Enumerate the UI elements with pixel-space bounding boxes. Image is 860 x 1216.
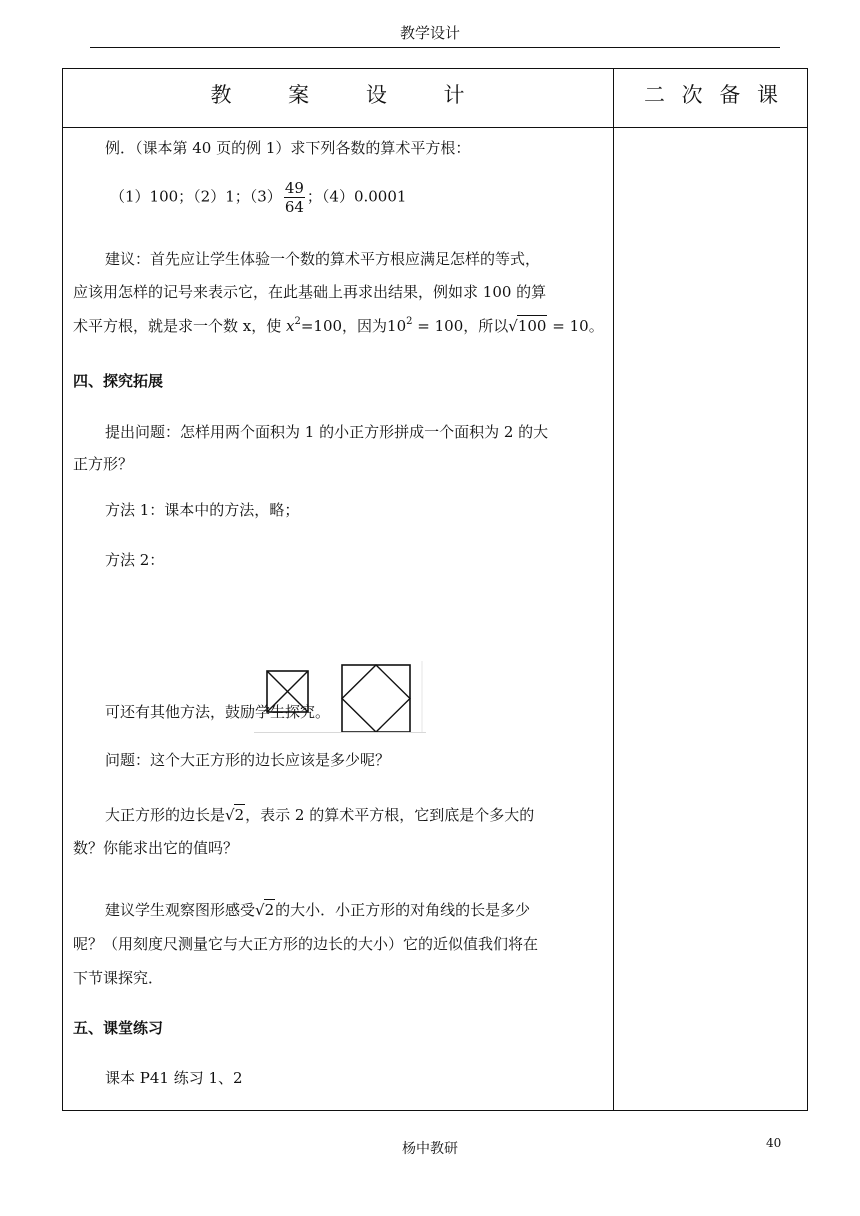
suggestion-line-2: 应该用怎样的记号来表示它，在此基础上再求出结果，例如求 100 的算 — [73, 283, 547, 301]
observe-line-1: 建议学生观察图形感受√2的大小．小正方形的对角线的长是多少 — [105, 901, 531, 919]
section-4-title: 四、探究拓展 — [73, 372, 164, 390]
column-title-second-prep: 二 次 备 课 — [643, 83, 779, 107]
example-items: （1）100；（2）1；（3） $\frac{49}{64}$ ；（4）0.0001 — [110, 179, 407, 216]
method-1: 方法 1：课本中的方法，略； — [105, 501, 300, 519]
observe-line-3: 下节课探究． — [73, 969, 164, 987]
suggestion-line-1: 建议：首先应让学生体验一个数的算术平方根应满足怎样的等式， — [105, 250, 541, 268]
column-title-lesson-design: 教 案 设 计 — [210, 83, 466, 107]
lesson-plan-table — [62, 68, 808, 1111]
side-length-line-1: 大正方形的边长是√2，表示 2 的算术平方根，它到底是个多大的 — [105, 806, 535, 824]
page-number: 40 — [766, 1136, 782, 1150]
fraction-49-64: $\frac{49}{64}$ — [284, 179, 304, 216]
question-line-2: 正方形？ — [73, 455, 134, 473]
sqrt-100: √100 — [508, 317, 547, 335]
footer-text: 杨中教研 — [402, 1141, 458, 1157]
problem: 问题：这个大正方形的边长应该是多少呢？ — [105, 751, 391, 769]
sqrt-2: √2 — [225, 806, 245, 824]
sqrt-2: √2 — [255, 901, 275, 919]
suggestion-line-3: 术平方根，就是求一个数 x，使 $x^2=100$，因为$10^2 = 100$，所以√100 = 10。 — [73, 316, 604, 335]
math-10-squared: $10^2 = 100$ — [387, 316, 464, 335]
side-length-line-2: 数？你能求出它的值吗？ — [73, 839, 239, 857]
large-square — [342, 665, 410, 732]
section-5-title: 五、课堂练习 — [73, 1019, 164, 1037]
squares-figure — [254, 659, 426, 735]
question-line-1: 提出问题：怎样用两个面积为 1 的小正方形拼成一个面积为 2 的大 — [105, 423, 549, 441]
header-rule — [90, 47, 780, 48]
example-intro: 例．（课本第 40 页的例 1）求下列各数的算术平方根： — [105, 139, 471, 157]
inscribed-diamond — [342, 665, 410, 732]
method-2: 方法 2： — [105, 551, 165, 569]
observe-line-2: 呢？（用刻度尺测量它与大正方形的边长的大小）它的近似值我们将在 — [73, 935, 539, 953]
header-title: 教学设计 — [399, 24, 460, 42]
exercise: 课本 P41 练习 1、2 — [105, 1069, 243, 1087]
other-methods: 可还有其他方法，鼓励学生探究。 — [105, 703, 331, 721]
header-row-divider — [63, 127, 807, 128]
